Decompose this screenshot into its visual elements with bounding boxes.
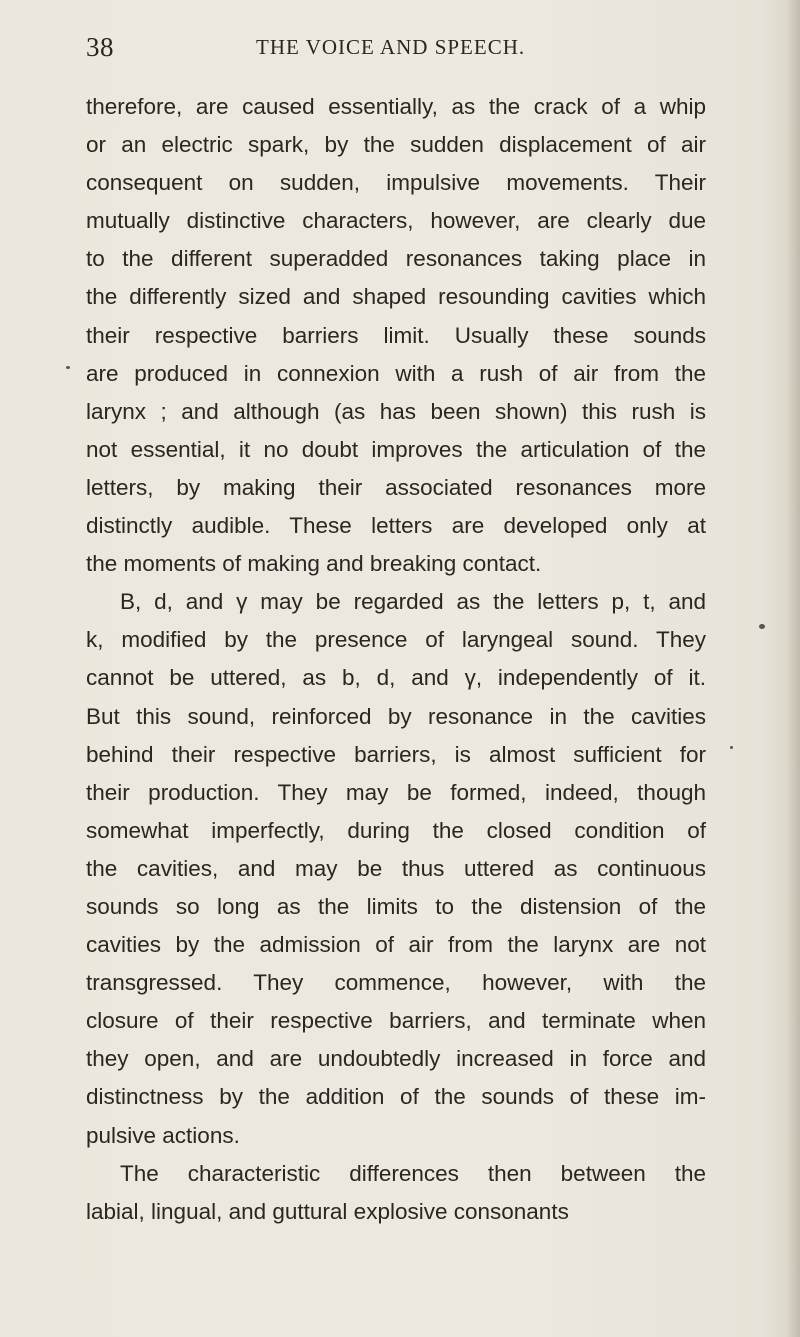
page-header [0,32,800,62]
text-line: the cavities, and may be thus uttered as continuous [86,855,706,881]
margin-speck [66,366,70,369]
text-line: consequent on sudden, impulsive movements. Their [86,170,706,196]
paragraph-last-line: pulsive actions. [86,1122,240,1148]
text-line: k, modified by the presence of laryngeal sound. They [86,627,706,653]
paragraph-first-line: B, d, and γ may be regarded as the letters p, t, and [120,589,706,615]
text-line: distinctly audible. These letters are developed only at [86,513,706,539]
text-line: letters, by making their associated resonances more [86,474,706,500]
text-line: the differently sized and shaped resounding cavities which [86,284,706,310]
paragraph-first-line: The characteristic differences then between the [120,1160,706,1186]
text-line: not essential, it no doubt improves the articulation of the [86,436,706,462]
text-line: their production. They may be formed, indeed, though [86,779,706,805]
margin-speck [730,746,733,749]
body-text [86,88,706,1231]
text-line: sounds so long as the limits to the distension of the [86,893,706,919]
text-line: or an electric spark, by the sudden displacement of air [86,132,706,158]
text-line: mutually distinctive characters, however, are clearly due [86,208,706,234]
text-line: behind their respective barriers, is almost sufficient for [86,741,706,767]
text-line: labial, lingual, and guttural explosive consonants [86,1198,569,1224]
text-line: closure of their respective barriers, and terminate when [86,1008,706,1034]
text-line: they open, and are undoubtedly increased in force and [86,1046,706,1072]
text-line: therefore, are caused essentially, as the crack of a whip [86,94,706,119]
page-edge-shadow [786,0,800,1337]
text-line: somewhat imperfectly, during the closed condition of [86,817,706,843]
text-line: to the different superadded resonances taking place in [86,246,706,272]
text-line: are produced in connexion with a rush of air from the [86,360,706,386]
text-line: cannot be uttered, as b, d, and γ, independently of it. [86,665,706,691]
text-line: transgressed. They commence, however, with the [86,970,706,996]
page-number: 38 [86,32,114,62]
text-line: distinctness by the addition of the sounds of these im- [86,1084,706,1110]
running-head: THE VOICE AND SPEECH. [256,35,526,59]
margin-speck [759,624,765,629]
text-line: But this sound, reinforced by resonance in the cavities [86,703,706,729]
paragraph-last-line: the moments of making and breaking contact. [86,551,542,577]
text-line: their respective barriers limit. Usually these sounds [86,322,706,348]
text-line: larynx ; and although (as has been shown) this rush is [86,398,706,424]
text-line: cavities by the admission of air from the larynx are not [86,932,706,958]
